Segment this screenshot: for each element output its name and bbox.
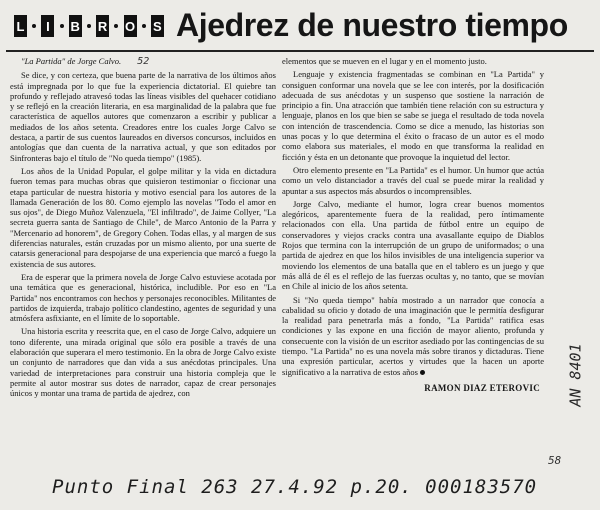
article-title: Ajedrez de nuestro tiempo (176, 7, 568, 43)
author-signature: RAMON DIAZ ETEROVIC (424, 382, 540, 393)
paragraph: elementos que se mueven en el lugar y en el momento justo. (282, 56, 487, 66)
section-letter: B (69, 15, 82, 37)
separator-dot (32, 24, 36, 28)
section-letter: L (14, 15, 27, 37)
article-header (6, 4, 594, 48)
separator-dot (142, 24, 146, 28)
paragraph: Era de esperar que la primera novela de Jorge Calvo estuviese acotada por una temática que es generacional, histórica, includible. Por eso en "La Partida" nos encontramos con hechos y personajes reconocibles. Militantes de partidos de izquierda, trabajo político clandestino, agentes de seguridad y una atmósfera asfixiante, en el límite de lo soportable. (10, 271, 276, 324)
paragraph: Se dice, y con certeza, que buena parte de la narrativa de los últimos años está impregnada por lo que fue la experiencia dictatorial. El quiebre tan profundo y reflejado atravesó todas las líneas visibles del quehacer cotidiano y se reflejó en la creación literaria, en esa marginalidad de la palabra que fue característica de aquellos autores que comenzaron a escribir y publicar a mediados de los años setenta. Creadores entre los cuales Jorge Calvo se destaca, a partir de sus cuentos laureados en diversos concursos, incluidos en antologías que dan cuenta de la narrativa actual, y que son editados por Sinfronteras bajo el título de "No queda tiempo" (1985). (10, 70, 276, 163)
section-letter: O (124, 15, 137, 37)
margin-code: AN 8401 (567, 343, 585, 407)
margin-handwriting (560, 310, 592, 440)
byline-text: "La Partida" de Jorge Calvo. (21, 56, 122, 66)
left-column (10, 56, 276, 402)
section-letter: I (41, 15, 54, 37)
byline (21, 56, 276, 67)
separator-dot (87, 24, 91, 28)
end-mark-icon (420, 370, 425, 375)
handwritten-annotation: 52 (137, 56, 150, 67)
closing-paragraph-text: Si "No queda tiempo" había mostrado a un narrador que conocía a cabalidad su oficio y dotado de una imaginación que le permitía desfigurar la realidad para penetrarla más a fondo, "La Partida" ratifica esas condiciones y las expone en una ficción de mayor aliento, profunda y consecuente con la visión de un escritor asediado por las contingencias de su tiempo. "La Partida" no es una novela más sobre tiranos y dictaduras. Tiene una expresión particular, acertos y virtudes que la hacen un aporte significativo a la narrativa de estos años (282, 294, 544, 377)
separator-dot (114, 24, 118, 28)
section-banner (10, 10, 168, 42)
paragraph: Lenguaje y existencia fragmentadas se combinan en "La Partida" y consiguen conformar una novela que se lee con interés, por la dosificación adecuada de sus anécdotas y un suspenso que sostiene la narración de principio a fin. Una atracción que también tiene relación con su estructura y lenguaje, planos en los que bien se sabe se juega el resultado de toda novela con intención de trascendencia. Como se dice a menudo, las historias son unas pocas y lo que determina el éxito o fracaso de un autor es el modo como elabora sus materiales, el modo en que transforma la realidad en ficción y ésta en un detonante que provoque la inquietud del lector. (282, 69, 544, 162)
separator-dot (60, 24, 64, 28)
header-rule (6, 50, 594, 52)
right-column (282, 56, 544, 393)
paragraph: Jorge Calvo, mediante el humor, logra crear buenos momentos alegóricos, aparentemente fuera de la realidad, pero íntimamente relacionados con ella. Una partida de fútbol entre un equipo de conservadores y viejos cracks contra una avasallante equipo de Diablos Rojos que termina con la interrupción de un grupo de uniformados; o una partida de ajedrez en que los hilos invisibles de una inteligencia superior va moviendo los elementos de una batalla que en el tablero es un juego y que más allá de él es el reflejo de las fuerzas ocultas y, no tanto, que se movían en Chile al inicio de los años setenta. (282, 198, 544, 292)
section-letter: S (151, 15, 164, 37)
corner-handwriting: 58 (548, 454, 562, 467)
paragraph (282, 295, 544, 377)
section-letter: R (96, 15, 109, 37)
paragraph: Los años de la Unidad Popular, el golpe militar y la vida en dictadura fueron temas para muchas obras que quisieron testimoniar o ficcionar una etapa particular de nuestra historia y motivo esencial para los autores de la llamada Generación de los 80. Como ejemplo las novelas "Todo el amor en sus ojos", de Diego Muñoz Valenzuela, "El infiltrado", de Jaime Collyer, "La secreta guerra santa de Santiago de Chile", de Marco Antonio de la Parra y "Mercenario ad honorem", de Gregory Cohen. Todas ellas, y al margen de sus diferencias naturales, están cruzadas por un mismo aliento, por una suerte de catarsis generacional para despojarse de una experiencia que marcó a fuego la existencia de sus autores. (10, 165, 276, 269)
paragraph: Una historia escrita y reescrita que, en el caso de Jorge Calvo, adquiere un tono diferente, una mirada original que sólo era posible a través de una elaboración que superara el mero testimonio. En la obra de Jorge Calvo existe un conjunto de narradores que dan vida a sus anécdotas principales. Una variedad de interpretaciones para construir una historia compleja que le permite al autor mostrar sus dotes de narrador, capaz de crear personajes únicos y montar una trama de partida de ajedrez, con (10, 326, 276, 399)
footer-handwriting: Punto Final 263 27.4.92 p.20. 000183570 (52, 476, 538, 498)
paragraph: Otro elemento presente en "La Partida" es el humor. Un humor que actúa como un velo distanciador a través del cual se puede mirar la realidad y apuntar a sus aspectos más absurdos o incomprensibles. (282, 164, 544, 196)
